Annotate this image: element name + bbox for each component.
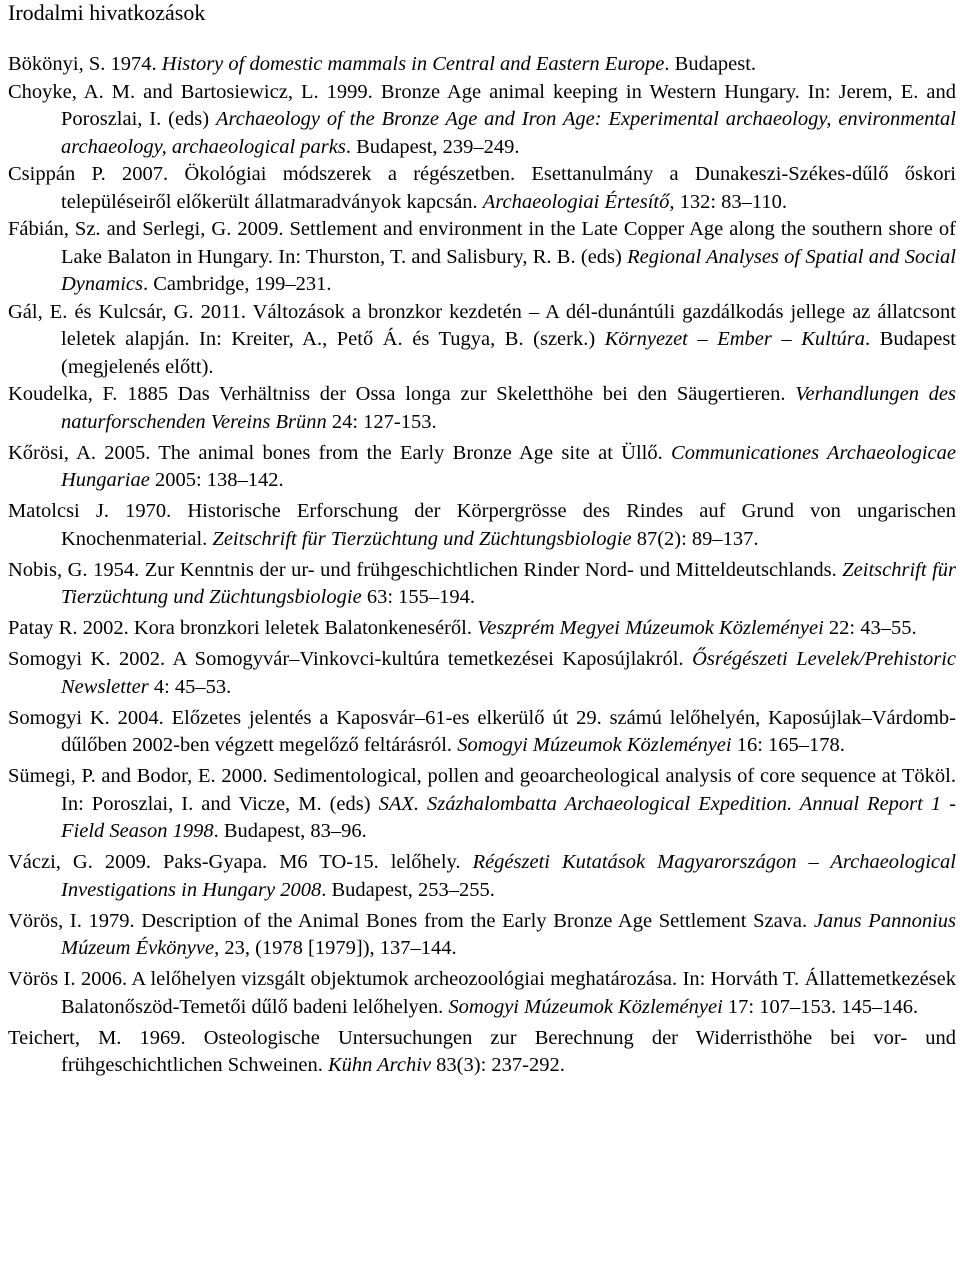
reference-text: Váczi, G. 2009. Paks-Gyapa. M6 TO-15. lelőhely.: [8, 851, 473, 873]
page: [8, 0, 956, 1080]
reference-text: 63: 155–194.: [361, 586, 476, 608]
reference-text: . Budapest, 239–249.: [345, 135, 520, 158]
reference-entry: [8, 51, 956, 79]
reference-entry: [8, 299, 956, 382]
reference-entry: [8, 849, 956, 904]
reference-text: . Budapest.: [664, 53, 757, 75]
reference-text: 22: 43–55.: [823, 617, 917, 639]
reference-entry: [8, 705, 956, 760]
reference-entry: [8, 763, 956, 846]
reference-entry: [8, 557, 956, 612]
reference-list: [8, 51, 956, 1080]
reference-text: 24: 127-153.: [326, 410, 437, 433]
reference-text: Sümegi, P. and Bodor, E. 2000. Sedimentological, pollen and geoarcheological analysis of core sequence at Tököl. In: Poroszlai, I. and Vicze, M. (eds): [8, 765, 956, 815]
reference-text: Vörös I. 2006. A lelőhelyen vizsgált objektumok archeozoológiai meghatározása. In: Horváth T. Állattemetkezések Balatonőszöd-Temetői dűlő badeni lelőhelyen.: [8, 968, 956, 1018]
reference-source-title: Regional Analyses of Spatial and Social Dynamics: [61, 245, 956, 295]
reference-source-title: Zeitschrift für Tierzüchtung und Züchtungsbiologie: [61, 558, 956, 608]
reference-text: Koudelka, F. 1885 Das Verhältniss der Ossa longa zur Skeletthöhe bei den Säugertieren.: [8, 383, 796, 405]
reference-entry: [8, 216, 956, 299]
reference-text: 83(3): 237-292.: [431, 1054, 565, 1076]
reference-text: Nobis, G. 1954. Zur Kenntnis der ur- und frühgeschichtlichen Rinder Nord- und Mitteldeutschlands.: [8, 558, 843, 581]
reference-entry: [8, 646, 956, 701]
reference-text: Fábián, Sz. and Serlegi, G. 2009. Settlement and environment in the Late Copper Age along the southern shore of Lake Balaton in Hungary. In: Thurston, T. and Salisbury, R. B. (eds): [8, 218, 956, 268]
reference-source-title: Communicationes Archaeologicae Hungariae: [61, 441, 956, 491]
reference-source-title: Archaeologiai Értesítő: [482, 190, 670, 213]
reference-text: 2005: 138–142.: [149, 469, 284, 491]
reference-entry: [8, 381, 956, 436]
reference-text: Gál, E. és Kulcsár, G. 2011. Változások a bronzkor kezdetén – A dél-dunántúli gazdálkodás jellege az állatcsont leletek alapján. In: Kreiter, A., Pető Á. és Tugya, B. (szerk.): [8, 300, 956, 350]
reference-source-title: Környezet – Ember – Kultúra: [604, 328, 866, 350]
reference-text: Matolcsi J. 1970. Historische Erforschung der Körpergrösse des Rindes auf Grund von ungarischen Knochenmaterial.: [8, 500, 956, 550]
reference-text: , 23, (1978 [1979]), 137–144.: [214, 937, 457, 959]
reference-source-title: Somogyi Múzeumok Közleményei: [448, 995, 723, 1018]
reference-text: 87(2): 89–137.: [631, 527, 759, 550]
reference-entry: [8, 161, 956, 216]
reference-text: Patay R. 2002. Kora bronzkori leletek Balatonkeneséről.: [8, 617, 478, 639]
reference-text: Teichert, M. 1969. Osteologische Untersuchungen zur Berechnung der Widerristhöhe bei vor- und frühgeschichtlichen Schweinen.: [8, 1026, 956, 1076]
reference-entry: [8, 615, 956, 643]
reference-source-title: Régészeti Kutatások Magyarországon – Archaeological Investigations in Hungary 2008: [61, 851, 956, 901]
reference-text: Csippán P. 2007. Ökológiai módszerek a régészetben. Esettanulmány a Dunakeszi-Székes-dűlő őskori településeiről előkerült állatmaradványok kapcsán.: [8, 163, 956, 213]
reference-source-title: Verhandlungen des naturforschenden Vereins Brünn: [61, 383, 957, 433]
reference-entry: [8, 440, 956, 495]
reference-source-title: Kühn Archiv: [327, 1054, 432, 1076]
reference-text: . Budapest, 83–96.: [213, 820, 367, 842]
reference-source-title: Archaeology of the Bronze Age and Iron Age: Experimental archaeology, environmental archaeology, archaeological parks: [61, 108, 956, 158]
reference-text: 16: 165–178.: [731, 734, 845, 756]
reference-source-title: Zeitschrift für Tierzüchtung und Züchtungsbiologie: [212, 527, 632, 550]
reference-text: , 132: 83–110.: [669, 190, 788, 213]
reference-source-title: Janus Pannonius Múzeum Évkönyve: [61, 909, 956, 959]
reference-source-title: SAX. Százhalombatta Archaeological Expedition. Annual Report 1 - Field Season 1998: [61, 792, 956, 842]
reference-text: . Budapest, 253–255.: [321, 878, 495, 901]
reference-source-title: History of domestic mammals in Central and Eastern Europe: [161, 53, 665, 75]
reference-entry: [8, 1025, 956, 1080]
reference-text: 4: 45–53.: [148, 675, 232, 698]
reference-entry: [8, 79, 956, 162]
reference-text: Bökönyi, S. 1974.: [8, 53, 162, 75]
reference-text: 17: 107–153. 145–146.: [722, 995, 919, 1018]
reference-entry: [8, 966, 956, 1021]
reference-text: . Cambridge, 199–231.: [142, 273, 332, 295]
reference-source-title: Ősrégészeti Levelek/Prehistoric Newsletter: [61, 648, 956, 698]
reference-entry: [8, 908, 956, 963]
reference-text: Somogyi K. 2004. Előzetes jelentés a Kaposvár–61-es elkerülő út 29. számú lelőhelyén, Kaposújlak–Várdomb-dűlőben 2002-ben végzett megelőző feltárásról.: [8, 706, 956, 756]
reference-text: Vörös, I. 1979. Description of the Animal Bones from the Early Bronze Age Settlement Szava.: [8, 909, 814, 932]
reference-text: Choyke, A. M. and Bartosiewicz, L. 1999. Bronze Age animal keeping in Western Hungary. In: Jerem, E. and Poroszlai, I. (eds): [8, 80, 956, 130]
reference-source-title: Somogyi Múzeumok Közleményei: [457, 734, 732, 756]
reference-entry: [8, 498, 956, 553]
reference-text: Somogyi K. 2002. A Somogyvár–Vinkovci-kultúra temetkezései Kaposújlakról.: [8, 648, 693, 670]
reference-text: Kőrösi, A. 2005. The animal bones from the Early Bronze Age site at Üllő.: [8, 441, 672, 464]
reference-text: . Budapest (megjelenés előtt).: [61, 328, 957, 378]
page-title: Irodalmi hivatkozások: [8, 0, 206, 25]
reference-source-title: Veszprém Megyei Múzeumok Közleményei: [477, 617, 824, 639]
